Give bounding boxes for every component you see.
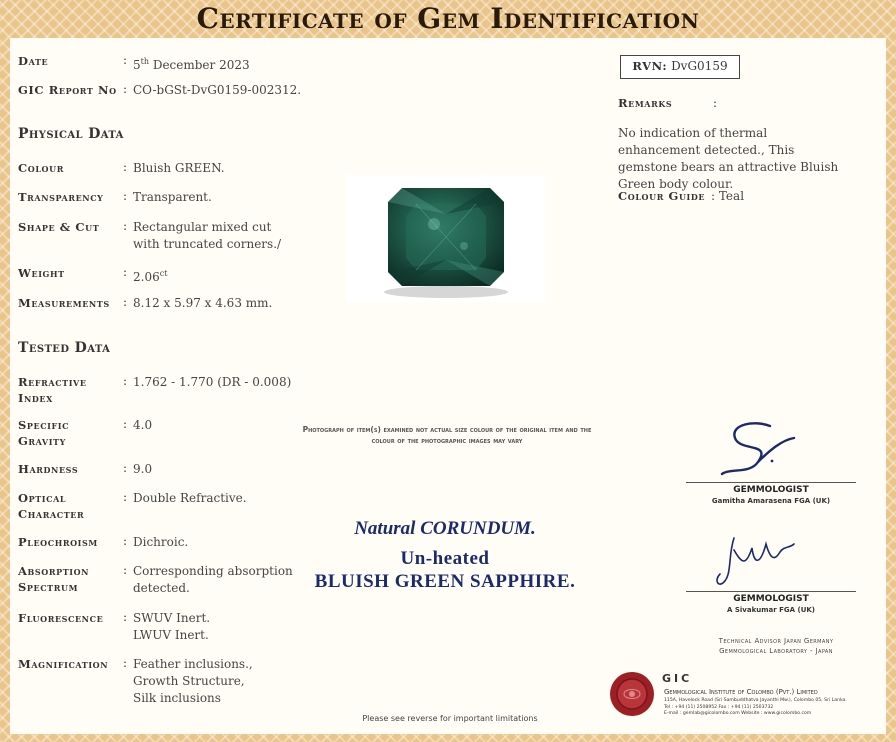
signature-line bbox=[686, 591, 856, 592]
colon: : bbox=[123, 265, 128, 279]
tested-heading: Tested Data bbox=[18, 340, 111, 356]
signer-name: A Sivakumar FGA (UK) bbox=[726, 606, 816, 614]
colon: : bbox=[123, 189, 128, 203]
date-label: Date bbox=[18, 54, 49, 68]
institute-address: 115A, Havelock Road (Sri Sambuddhatva Jayanthi Mw.), Colombo 05, Sri Lanka. Tel : +94 (11) 2508952 Fax : +94 (11) 2503732 E-mail : gemlab@gicolombo.com Website : www.gicolombo.com bbox=[664, 698, 847, 717]
signature-2-icon bbox=[710, 530, 800, 592]
signature-1 bbox=[686, 482, 856, 505]
remarks-text: No indication of thermal enhancement detected., This gemstone bears an attractive Bluish Green body colour. bbox=[618, 126, 839, 191]
field-label: Pleochroism bbox=[18, 535, 98, 549]
field-value: Dichroic. bbox=[133, 535, 189, 549]
sapphire-gem-icon bbox=[346, 174, 546, 302]
conclusion-treatment: Un-heated bbox=[400, 548, 490, 569]
field-label: Colour bbox=[18, 161, 64, 175]
institute-name: Gemmological Institute of Colombo (Pvt.) Limited bbox=[664, 688, 818, 696]
colon: : bbox=[123, 534, 128, 548]
field-value: 1.762 - 1.770 (DR - 0.008) bbox=[133, 375, 292, 389]
signer-title: GEMMOLOGIST bbox=[733, 485, 809, 495]
conclusion bbox=[280, 518, 610, 593]
field-value: Transparent. bbox=[133, 190, 212, 204]
field-label: Shape & Cut bbox=[18, 220, 100, 234]
field-label: Measurements bbox=[18, 296, 110, 310]
date-value: 5th December 2023 bbox=[133, 57, 250, 72]
colon: : bbox=[123, 53, 128, 67]
colon: : bbox=[123, 160, 128, 174]
reverse-note: Please see reverse for important limitations bbox=[362, 714, 538, 723]
field-value: Bluish GREEN. bbox=[133, 161, 225, 175]
field-label: Absorption Spectrum bbox=[18, 564, 90, 594]
conclusion-species: Natural CORUNDUM. bbox=[354, 518, 536, 539]
signature-line bbox=[686, 482, 856, 483]
signer-name: Gamitha Amarasena FGA (UK) bbox=[711, 497, 831, 505]
technical-advisor: Technical Advisor Japan Germany Gemmological Laboratory - Japan bbox=[718, 637, 834, 655]
field-label: Optical Character bbox=[18, 491, 85, 521]
physical-heading: Physical Data bbox=[18, 126, 124, 142]
field-label: Specific Gravity bbox=[18, 418, 70, 448]
colon: : bbox=[123, 219, 128, 233]
field-label: Transparency bbox=[18, 190, 104, 204]
colon: : bbox=[123, 490, 128, 504]
colon: : bbox=[123, 461, 128, 475]
colon: : bbox=[713, 96, 718, 110]
remarks-label: Remarks bbox=[618, 96, 673, 110]
conclusion-variety: BLUISH GREEN SAPPHIRE. bbox=[314, 571, 576, 592]
field-value: Double Refractive. bbox=[133, 491, 247, 505]
colour-guide-value: : Teal bbox=[711, 189, 745, 203]
colon: : bbox=[123, 610, 128, 624]
signer-title: GEMMOLOGIST bbox=[733, 594, 809, 604]
field-value: $2.06^{ct}$ bbox=[133, 269, 168, 284]
rvn-box: RVN: DvG0159 bbox=[620, 55, 740, 79]
field-value: 9.0 bbox=[133, 462, 153, 476]
gic-logo: GIC bbox=[662, 672, 693, 685]
report-value: CO-bGSt-DvG0159-002312. bbox=[133, 83, 302, 97]
colon: : bbox=[123, 563, 128, 577]
colon: : bbox=[123, 417, 128, 431]
report-label: GIC Report No bbox=[18, 83, 117, 97]
field-label: Magnification bbox=[18, 657, 109, 671]
signature-2 bbox=[686, 591, 856, 614]
field-label: Fluorescence bbox=[18, 611, 104, 625]
colon: : bbox=[123, 656, 128, 670]
field-value: Feather inclusions., Growth Structure, Silk inclusions bbox=[133, 657, 253, 705]
colon: : bbox=[123, 295, 128, 309]
field-label: Weight bbox=[18, 266, 65, 280]
signature-1-icon bbox=[710, 418, 800, 483]
certificate-paper bbox=[10, 38, 886, 734]
colour-guide-label: Colour Guide bbox=[618, 189, 706, 203]
field-label: Hardness bbox=[18, 462, 79, 476]
field-label: Refractive Index bbox=[18, 375, 87, 405]
certificate-title: Certificate of Gem Identification bbox=[196, 2, 700, 35]
gem-photo bbox=[346, 174, 546, 302]
field-value: Corresponding absorption detected. bbox=[133, 564, 293, 595]
field-value: Rectangular mixed cut with truncated corners./ bbox=[133, 220, 282, 251]
field-value: SWUV Inert. LWUV Inert. bbox=[133, 611, 211, 642]
colon: : bbox=[123, 82, 128, 96]
colon: : bbox=[123, 374, 128, 388]
photo-caption: Photograph of item(s) examined not actual size colour of the original item and the colour of the photographic images may vary bbox=[302, 425, 592, 445]
field-value: 4.0 bbox=[133, 418, 153, 432]
wax-seal-icon bbox=[608, 670, 656, 718]
field-value: 8.12 x 5.97 x 4.63 mm. bbox=[133, 296, 273, 310]
